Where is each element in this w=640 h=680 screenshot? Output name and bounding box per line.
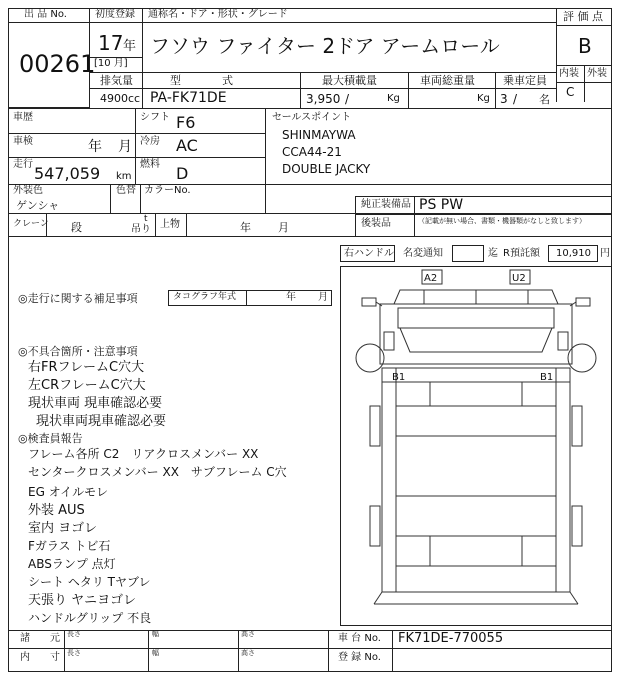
defect-item: 右FRフレームC穴大 xyxy=(28,360,145,375)
std-equipment-label: 純正装備品 xyxy=(361,199,411,210)
width-label: 幅 xyxy=(152,630,159,638)
mileage-unit: km xyxy=(116,171,132,182)
defect-item: 左CRフレームC穴大 xyxy=(28,378,146,393)
damage-mark: B1 xyxy=(392,372,406,383)
crane-lift: 吊り xyxy=(131,224,151,235)
shift-value: F6 xyxy=(176,113,196,132)
defects-label: ◎不具合箇所・注意事項 xyxy=(18,345,138,358)
until-label: 迄 xyxy=(488,248,498,259)
capacity-value: 3,950 xyxy=(306,92,341,106)
reg-year-unit: 年 xyxy=(123,39,137,54)
after-equipment-note: （記載が無い場合、書類・機器類がなしと致します） xyxy=(418,217,586,225)
defect-item: 現状車両現車確認必要 xyxy=(36,414,167,429)
shift-label: シフト xyxy=(140,112,170,123)
chassis-label: 車 台 No. xyxy=(338,633,381,644)
vehicle-name: フソウ ファイター 2ドア アームロール xyxy=(150,34,500,58)
gross-weight-label: 車両総重量 xyxy=(420,74,475,87)
height-label: 高さ xyxy=(241,630,255,638)
seating-slash: / xyxy=(513,92,518,106)
sales-point-line: SHINMAYWA xyxy=(282,128,356,142)
lot-number: 00261 xyxy=(19,50,96,78)
interior-label: 内装 xyxy=(559,68,579,79)
report-item: 外装 AUS xyxy=(28,503,85,518)
color-value: ゲンシャ xyxy=(16,199,60,212)
recycle-value: 10,910 xyxy=(556,248,591,259)
mileage-value: 547,059 xyxy=(34,164,101,183)
after-equipment-label: 後装品 xyxy=(361,218,391,229)
inner-height-label: 高さ xyxy=(241,649,255,657)
chassis-number: FK71DE-770055 xyxy=(398,631,504,646)
std-equipment-value: PS PW xyxy=(419,197,464,213)
color-code-label: カラーNo. xyxy=(144,185,191,196)
steering-value: 右ハンドル xyxy=(344,248,394,259)
lot-label: 出 品 No. xyxy=(24,9,67,20)
recycle-label: R預託額 xyxy=(503,248,540,259)
ac-value: AC xyxy=(176,136,198,155)
model-value: PA-FK71DE xyxy=(150,90,227,106)
report-item: センタークロスメンバー XX サブフレーム C穴 xyxy=(28,465,287,479)
driving-notes-label: ◎走行に関する補足事項 xyxy=(18,292,138,305)
dims-label: 諸 元 xyxy=(20,633,60,644)
damage-mark: B1 xyxy=(540,372,554,383)
interior-grade: C xyxy=(566,85,575,99)
exterior-label: 外装 xyxy=(587,68,607,79)
grade-label: 評 価 点 xyxy=(563,10,603,23)
lift-label: 上物 xyxy=(160,219,180,230)
registration-label: 登 録 No. xyxy=(338,652,381,663)
tachograph-label: タコグラフ年式 xyxy=(173,292,237,302)
truck-diagram xyxy=(340,266,612,626)
report-item: Fガラス トビ石 xyxy=(28,539,111,553)
history-label: 車歴 xyxy=(13,112,33,123)
gross-weight-unit: Kg xyxy=(477,93,490,104)
defect-item: 現状車両 現車確認必要 xyxy=(28,396,163,411)
lift-month: 月 xyxy=(278,221,289,234)
sales-point-line: CCA44-21 xyxy=(282,145,342,159)
inner-width-label: 幅 xyxy=(152,649,159,657)
report-item: ABSランプ 点灯 xyxy=(28,557,116,571)
fuel-label: 燃料 xyxy=(140,159,160,170)
seating-unit: 名 xyxy=(539,93,550,106)
inspection-label: 車検 xyxy=(13,136,33,147)
model-label: 型 式 xyxy=(170,74,235,87)
sales-point-line: DOUBLE JACKY xyxy=(282,162,371,176)
displacement-label: 排気量 xyxy=(100,74,133,87)
fuel-value: D xyxy=(176,164,189,183)
inner-dims-label: 内 寸 xyxy=(20,652,60,663)
ac-label: 冷房 xyxy=(140,136,160,147)
crane-label: クレーン xyxy=(13,219,49,229)
inspection-year: 年 xyxy=(88,139,102,155)
reg-month: [10 月] xyxy=(94,58,128,69)
mileage-label: 走行 xyxy=(13,159,33,170)
vehicle-name-label: 通称名・ドア・形状・グレード xyxy=(148,9,288,20)
crane-ton: t xyxy=(144,214,148,224)
seating-label: 乗車定員 xyxy=(503,74,547,87)
name-change-label: 名変通知 xyxy=(403,248,443,259)
seating-value: 3 xyxy=(500,92,508,106)
reg-year: 17 xyxy=(98,31,124,55)
tachograph-month: 月 xyxy=(318,292,328,303)
report-item: EG オイルモレ xyxy=(28,485,109,499)
first-reg-label: 初度登録 xyxy=(95,9,135,20)
damage-mark: U2 xyxy=(512,273,526,284)
inspection-month: 月 xyxy=(118,139,132,155)
recycle-unit: 円 xyxy=(600,248,610,259)
inner-length-label: 長さ xyxy=(67,649,81,657)
damage-mark: A2 xyxy=(424,273,438,284)
report-item: ハンドルグリップ 不良 xyxy=(28,611,152,625)
color-change-label: 色替 xyxy=(116,185,136,196)
crane-stage: 段 xyxy=(71,221,82,234)
capacity-label: 最大積載量 xyxy=(322,74,377,87)
report-item: フレーム各所 C2 リアクロスメンバー XX xyxy=(28,447,259,461)
lift-year: 年 xyxy=(240,221,251,234)
report-item: 天張り ヤニヨゴレ xyxy=(28,593,137,608)
name-change-date-box xyxy=(452,245,484,262)
capacity-unit: Kg xyxy=(387,93,400,104)
overall-grade: B xyxy=(578,34,592,58)
inspector-report-label: ◎検査員報告 xyxy=(18,432,83,445)
color-label: 外装色 xyxy=(13,185,43,196)
length-label: 長さ xyxy=(67,630,81,638)
capacity-slash: / xyxy=(345,92,350,106)
report-item: シート ヘタリ Tヤブレ xyxy=(28,575,151,589)
sales-point-label: セールスポイント xyxy=(272,112,352,123)
displacement-value: 4900 xyxy=(100,92,128,105)
report-item: 室内 ヨゴレ xyxy=(28,521,98,536)
tachograph-year: 年 xyxy=(286,292,296,303)
displacement-unit: cc xyxy=(128,92,141,105)
